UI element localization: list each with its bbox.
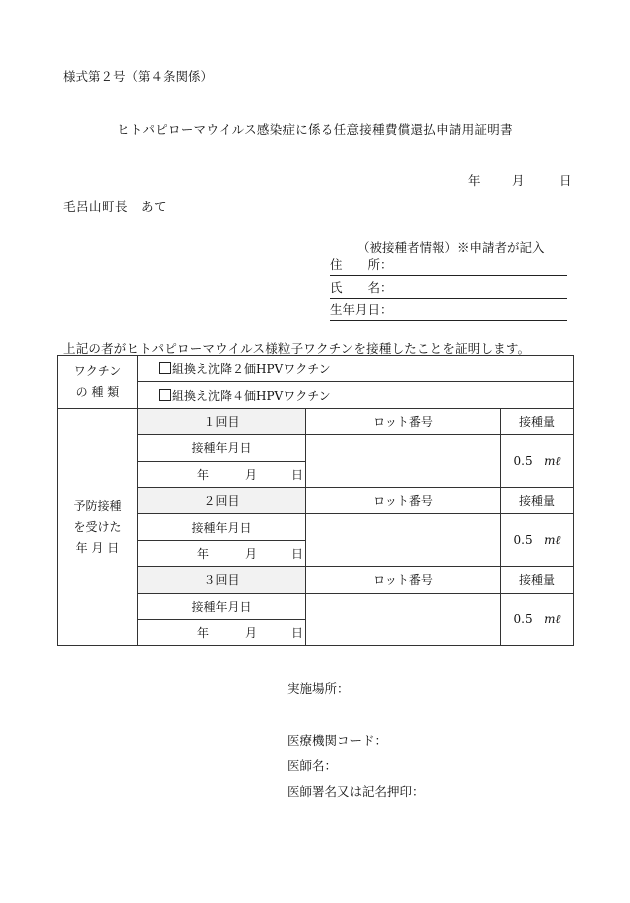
lot-number-cell[interactable] bbox=[306, 593, 501, 646]
vaccine-option-label: 組換え沈降２価HPVワクチン bbox=[172, 362, 331, 377]
lot-number-cell[interactable] bbox=[306, 435, 501, 488]
address-field[interactable] bbox=[330, 257, 567, 276]
dose-amount-cell bbox=[501, 514, 574, 567]
vaccine-option-label: 組換え沈降４価HPVワクチン bbox=[172, 388, 331, 403]
vaccine-type-header-line2: の 種 類 bbox=[75, 384, 120, 399]
vaccination-date-header-line2: を受けた bbox=[73, 519, 122, 534]
vaccination-site-label: 実施場所： bbox=[287, 681, 350, 696]
dose-amount-unit: mℓ bbox=[544, 611, 561, 626]
institution-code-label: 医療機関コード： bbox=[287, 733, 388, 748]
vaccination-date-cell[interactable] bbox=[138, 619, 306, 645]
dose-amount-header: 接種量 bbox=[501, 408, 574, 434]
vaccine-option-bivalent[interactable] bbox=[138, 356, 574, 382]
lot-number-cell[interactable] bbox=[306, 514, 501, 567]
vaccine-option-quadrivalent[interactable] bbox=[138, 382, 574, 408]
birthdate-field[interactable] bbox=[330, 302, 567, 321]
addressee: 毛呂山町長 あて bbox=[63, 199, 168, 214]
date-year-label: 年 bbox=[468, 173, 481, 188]
date-day-label: 日 bbox=[291, 546, 304, 561]
lot-number-header: ロット番号 bbox=[306, 487, 501, 513]
form-number: 様式第２号（第４条関係） bbox=[63, 69, 214, 84]
vaccination-date-label: 接種年月日 bbox=[138, 593, 306, 619]
checkbox-icon[interactable] bbox=[159, 362, 171, 374]
dose-label: １回目 bbox=[138, 408, 306, 434]
dose-amount-unit: mℓ bbox=[544, 453, 561, 468]
date-day-label: 日 bbox=[291, 467, 304, 482]
date-year-label: 年 bbox=[197, 467, 210, 482]
certification-statement: 上記の者がヒトパピローマウイルス様粒子ワクチンを接種したことを証明します。 bbox=[63, 341, 531, 356]
dose-amount-header: 接種量 bbox=[501, 487, 574, 513]
dose-amount-value: 0.5 bbox=[513, 453, 533, 468]
date-month-label: 月 bbox=[245, 626, 258, 641]
date-month-label: 月 bbox=[245, 467, 258, 482]
date-day-label: 日 bbox=[291, 626, 304, 641]
vaccination-date-header-line3: 年 月 日 bbox=[75, 540, 120, 555]
date-year-label: 年 bbox=[197, 626, 210, 641]
vaccination-date-header-line1: 予防接種 bbox=[73, 498, 122, 513]
vaccine-type-header bbox=[58, 356, 138, 409]
name-label: 氏 名： bbox=[330, 280, 393, 295]
document-title: ヒトパピローマウイルス感染症に係る任意接種費償還払申請用証明書 bbox=[117, 122, 513, 137]
date-month-label: 月 bbox=[245, 546, 258, 561]
dose-amount-cell bbox=[501, 435, 574, 488]
vaccination-date-header bbox=[58, 408, 138, 646]
date-year-label: 年 bbox=[197, 546, 210, 561]
dose-amount-header: 接種量 bbox=[501, 567, 574, 593]
date-month-label: 月 bbox=[512, 173, 525, 188]
checkbox-icon[interactable] bbox=[159, 389, 171, 401]
recipient-info-note: （被接種者情報）※申請者が記入 bbox=[357, 240, 545, 255]
vaccination-date-label: 接種年月日 bbox=[138, 435, 306, 461]
issue-date bbox=[468, 171, 572, 189]
dose-amount-cell bbox=[501, 593, 574, 646]
date-day-label: 日 bbox=[559, 173, 572, 188]
vaccine-type-header-line1: ワクチン bbox=[73, 363, 122, 378]
vaccination-date-cell[interactable] bbox=[138, 540, 306, 566]
name-field[interactable] bbox=[330, 280, 567, 299]
dose-amount-value: 0.5 bbox=[513, 532, 533, 547]
doctor-name-label: 医師名： bbox=[287, 758, 338, 773]
doctor-signature-label: 医師署名又は記名押印： bbox=[287, 784, 425, 799]
dose-amount-value: 0.5 bbox=[513, 611, 533, 626]
dose-label: ３回目 bbox=[138, 567, 306, 593]
birthdate-label: 生年月日： bbox=[330, 302, 393, 317]
dose-label: ２回目 bbox=[138, 487, 306, 513]
lot-number-header: ロット番号 bbox=[306, 408, 501, 434]
vaccination-record-table bbox=[57, 355, 574, 646]
dose-amount-unit: mℓ bbox=[544, 532, 561, 547]
address-label: 住 所： bbox=[330, 257, 393, 272]
vaccination-date-cell[interactable] bbox=[138, 461, 306, 487]
vaccination-date-label: 接種年月日 bbox=[138, 514, 306, 540]
lot-number-header: ロット番号 bbox=[306, 567, 501, 593]
